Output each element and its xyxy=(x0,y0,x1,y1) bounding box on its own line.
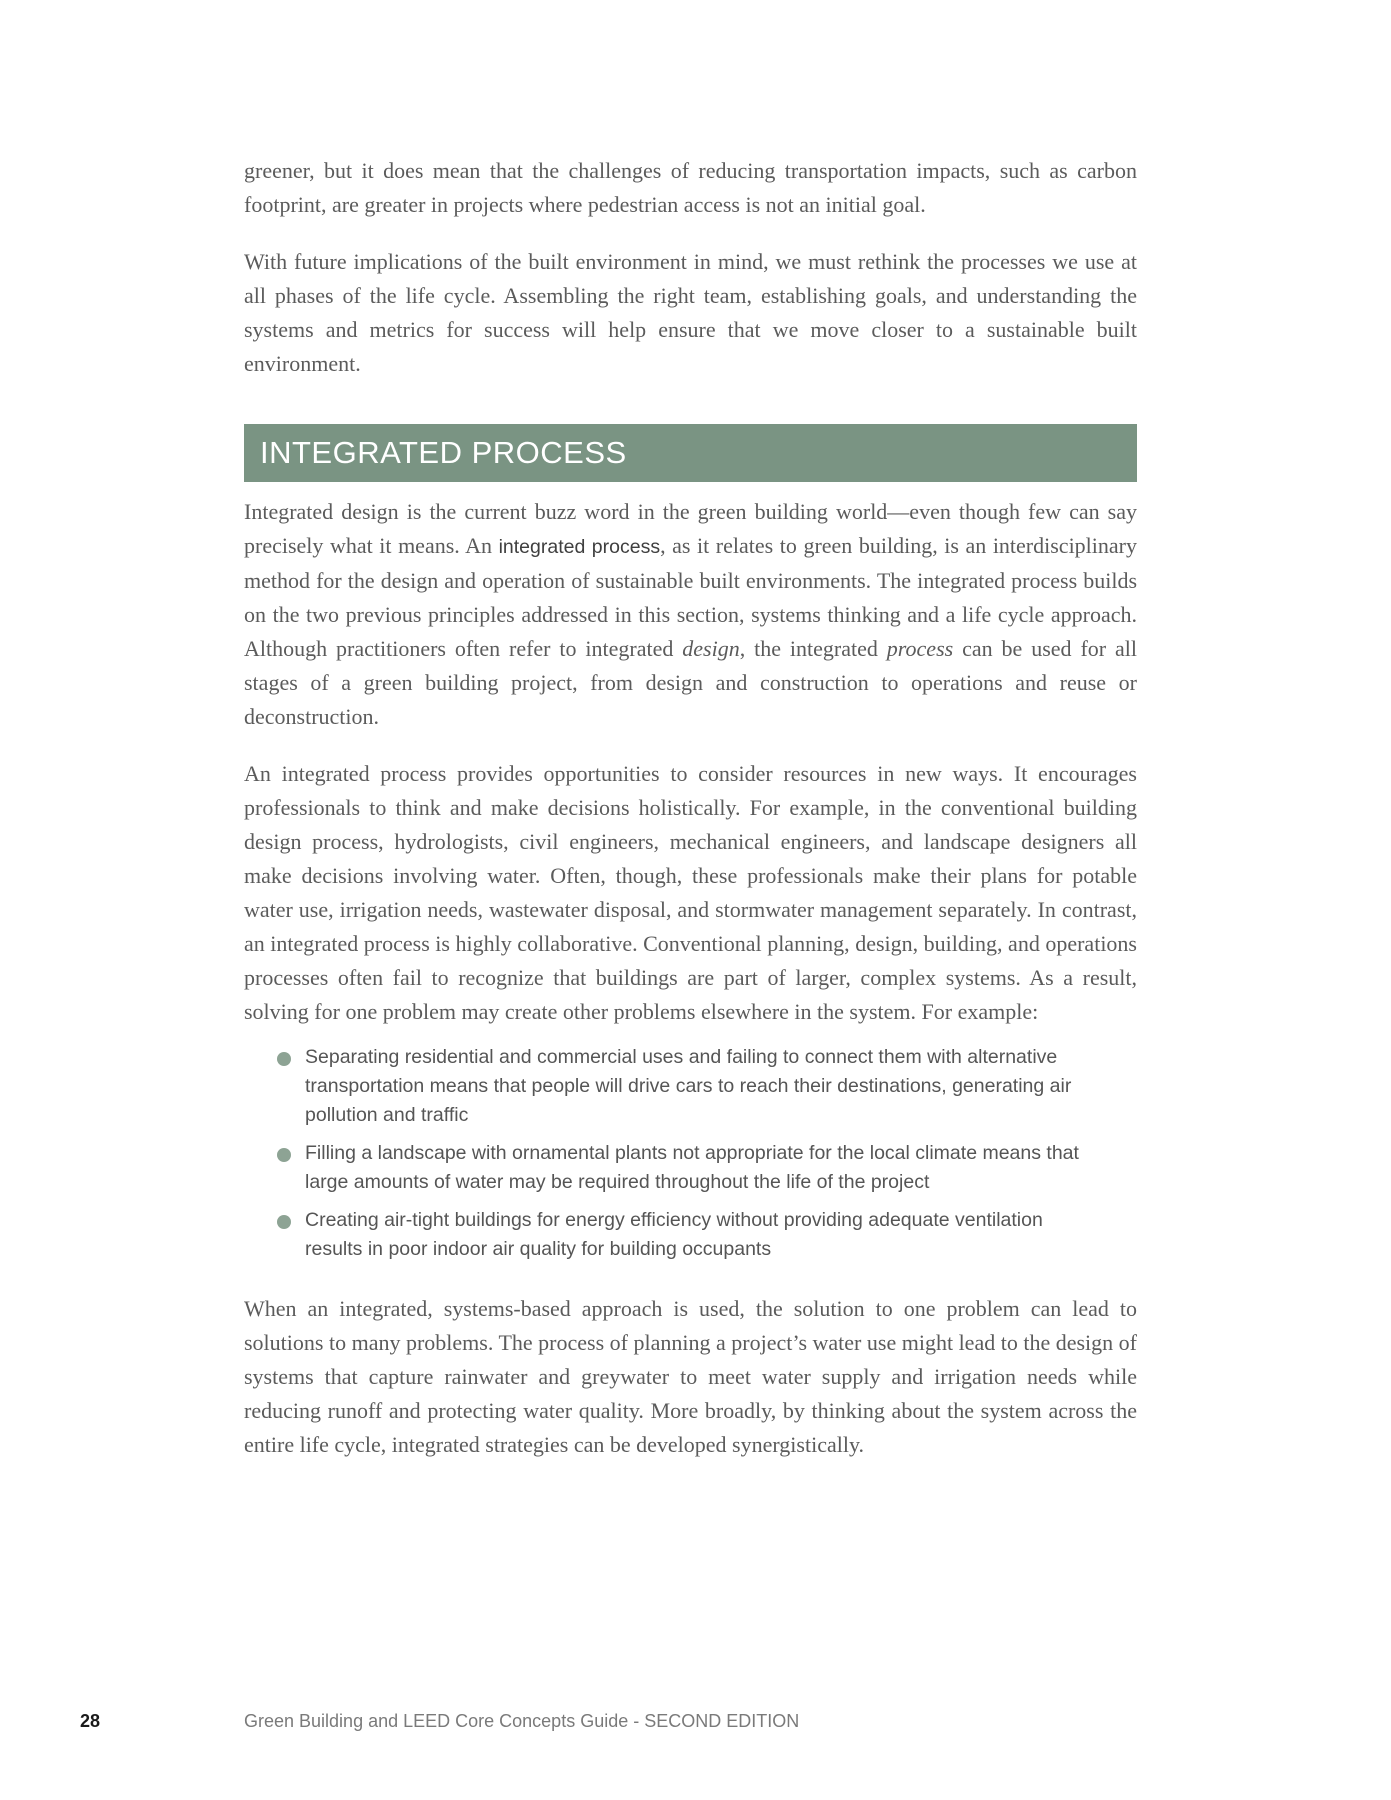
list-item-text: Filling a landscape with ornamental plants not appropriate for the local climate means that large amounts of water may be required throughout the life of the project xyxy=(305,1142,1079,1193)
emphasis-process: process xyxy=(886,636,954,661)
list-item xyxy=(244,1206,1137,1264)
section-banner xyxy=(244,424,1137,482)
list-item-text: Separating residential and commercial uses and failing to connect them with alternative transportation means that people will drive cars to reach their destinations, generating air pollution and traffic xyxy=(305,1046,1072,1126)
section-heading: INTEGRATED PROCESS xyxy=(260,435,627,470)
list-item-text: Creating air-tight buildings for energy efficiency without providing adequate ventilation results in poor indoor air quality for building occupants xyxy=(305,1209,1043,1260)
key-term: integrated process xyxy=(498,536,661,558)
text-span: , the integrated xyxy=(739,636,887,661)
text-span: Integrated design is the current buzz word in the green building world—even though few can say precisely what it means. An xyxy=(244,499,1137,558)
integrated-process-definition-paragraph xyxy=(244,495,1137,734)
integrated-process-paragraph-3: When an integrated, systems-based approach is used, the solution to one problem can lead to solutions to many problems. The process of planning a project’s water use might lead to the design of systems that capture rainwater and greywater to meet water supply and irrigation needs while reducing runoff and protecting water quality. More broadly, by thinking about the system across the entire life cycle, integrated strategies can be developed synergistically. xyxy=(244,1296,1137,1457)
bullet-dot-icon xyxy=(277,1148,291,1162)
intro-paragraph-1: greener, but it does mean that the challenges of reducing transportation impacts, such as carbon footprint, are greater in projects where pedestrian access is not an initial goal. xyxy=(244,158,1137,217)
intro-paragraph-2: With future implications of the built environment in mind, we must rethink the processes we use at all phases of the life cycle. Assembling the right team, establishing goals, and understanding the systems and metrics for success will help ensure that we move closer to a sustainable built environment. xyxy=(244,249,1137,376)
bullet-dot-icon xyxy=(277,1052,291,1066)
text-span: can be used for all stages of a green building project, from design and construction to operations and reuse or deconstruction. xyxy=(244,636,1137,729)
page-footer xyxy=(0,1711,1391,1741)
page-content xyxy=(244,154,1137,1485)
list-item xyxy=(244,1043,1137,1130)
bullet-dot-icon xyxy=(277,1215,291,1229)
example-bullet-list xyxy=(244,1043,1137,1264)
text-span: , as it relates to green building, is an interdisciplinary method for the design and operation of sustainable built environments. The integrated process builds on the two previous principles addressed in this section, systems thinking and a life cycle approach. Although practitioners often refer to integrated xyxy=(244,533,1137,661)
page-number: 28 xyxy=(80,1711,101,1731)
footer-title: Green Building and LEED Core Concepts Guide - SECOND EDITION xyxy=(244,1711,800,1731)
integrated-process-paragraph-2: An integrated process provides opportunities to consider resources in new ways. It encourages professionals to think and make decisions holistically. For example, in the conventional building design process, hydrologists, civil engineers, mechanical engineers, and landscape designers all make decisions involving water. Often, though, these professionals make their plans for potable water use, irrigation needs, wastewater disposal, and stormwater management separately. In contrast, an integrated process is highly collaborative. Conventional planning, design, building, and operations processes often fail to recognize that buildings are part of larger, complex systems. As a result, solving for one problem may create other problems elsewhere in the system. For example: xyxy=(244,761,1137,1024)
emphasis-design: design xyxy=(682,636,740,661)
list-item xyxy=(244,1139,1137,1197)
